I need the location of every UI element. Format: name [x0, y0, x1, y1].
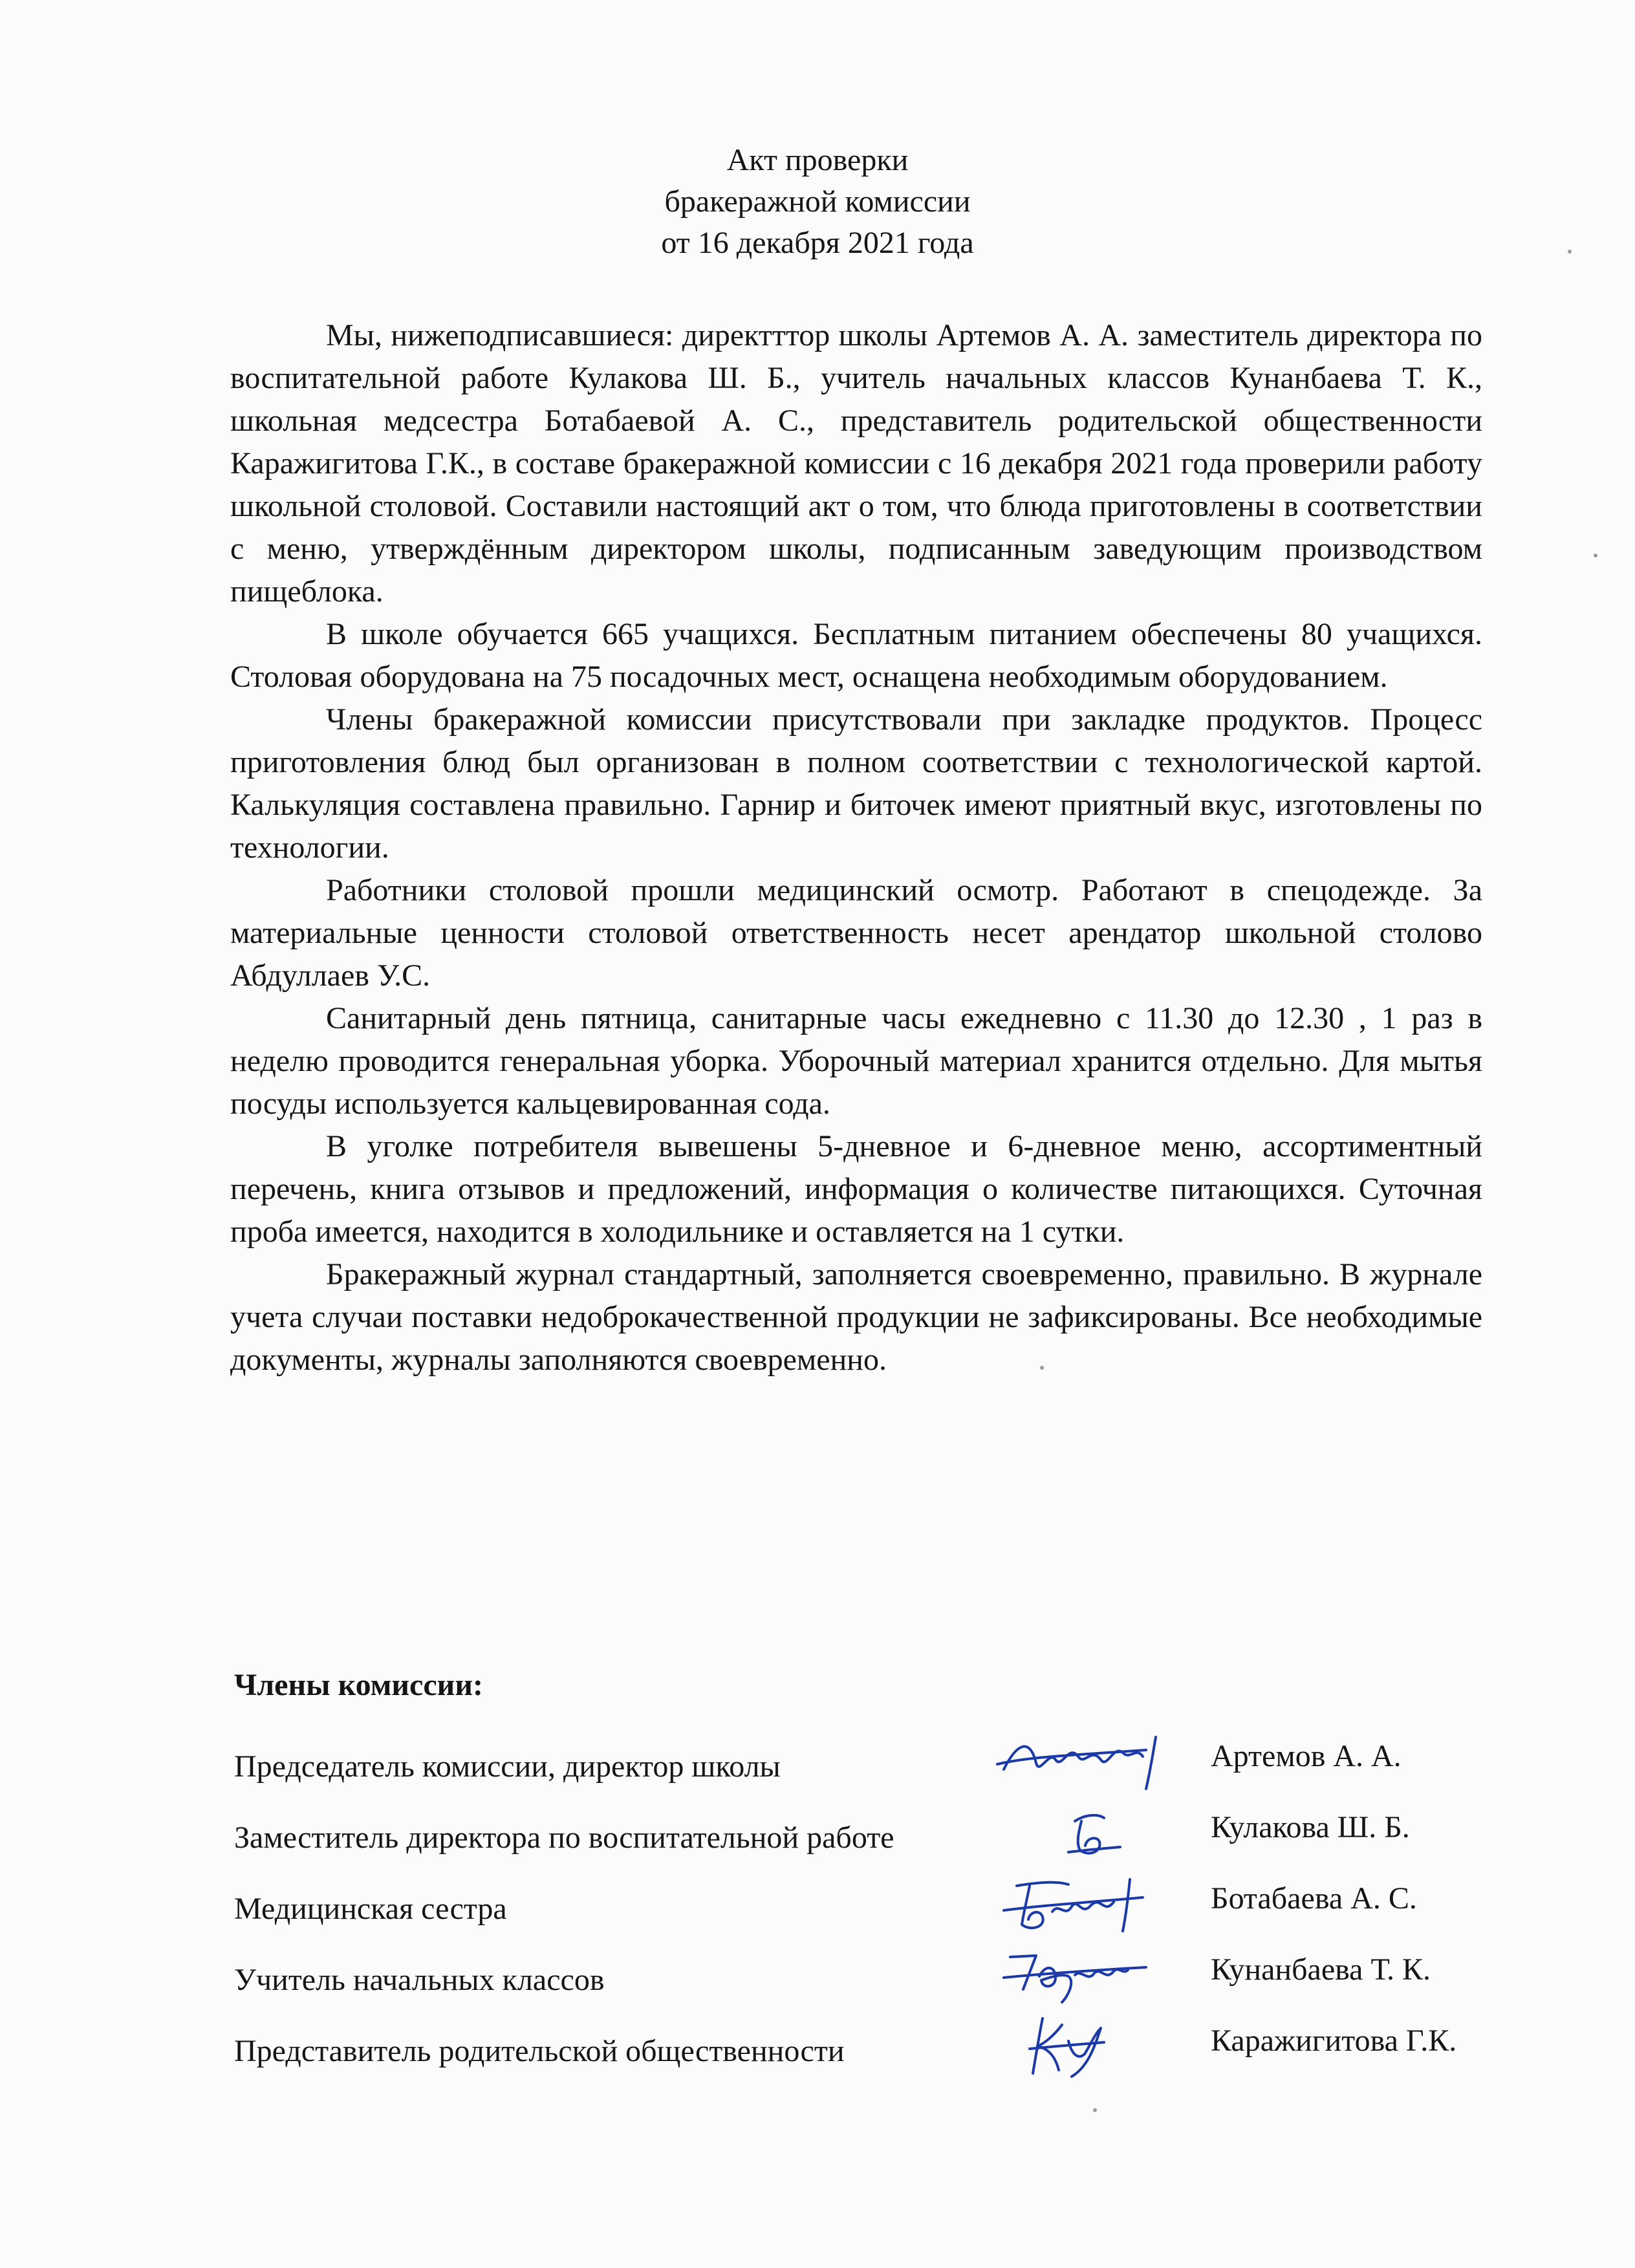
signature-name: Артемов А. А.: [1211, 1739, 1402, 1773]
signature-row-teacher: [234, 1938, 1560, 2009]
signature-name: Каражигитова Г.К.: [1211, 2024, 1457, 2058]
signature-row-parent-representative: [234, 2009, 1560, 2080]
title-line-1: Акт проверки: [726, 143, 909, 177]
handwritten-signature-icon: [991, 1795, 1185, 1866]
handwritten-signature-icon: [991, 2009, 1185, 2080]
handwritten-signature-icon: [991, 1724, 1185, 1795]
signature-role: Медицинская сестра: [234, 1892, 507, 1926]
signature-role: Представитель родительской общественности: [234, 2034, 845, 2068]
scan-speck: [1568, 250, 1572, 254]
paragraph-sanitary: Санитарный день пятница, санитарные часы ежедневно с 11.30 до 12.30 , 1 раз в неделю проводится генеральная уборка. Уборочный материал хранится отдельно. Для мытья посуды используется кальцевированная сода.: [230, 1001, 1482, 1121]
document-title: [0, 140, 1635, 264]
handwritten-signature-icon: [991, 1938, 1185, 2009]
signature-row-deputy: [234, 1795, 1560, 1866]
paragraph-consumer-corner: В уголке потребителя вывешены 5-дневное и 6-дневное меню, ассортиментный перечень, книга отзывов и предложений, информация о количестве питающихся. Суточная проба имеется, находится в холодильнике и оставляется на 1 сутки.: [230, 1129, 1482, 1249]
signature-role: Учитель начальных классов: [234, 1963, 605, 1997]
paragraph-students: В школе обучается 665 учащихся. Бесплатным питанием обеспечены 80 учащихся. Столовая оборудована на 75 посадочных мест, оснащена необходимым оборудованием.: [230, 617, 1482, 694]
paragraph-cooking: Члены бракеражной комиссии присутствовали при закладке продуктов. Процесс приготовления блюд был организован в полном соответствии с технологической картой. Калькуляция составлена правильно. Гарнир и биточек имеют приятный вкус, изготовлены по технологии.: [230, 702, 1482, 865]
signature-role: Председатель комиссии, директор школы: [234, 1749, 781, 1784]
scan-speck: [1093, 2108, 1097, 2112]
scan-speck: [1040, 1366, 1044, 1370]
scan-speck: [1594, 554, 1597, 557]
signature-row-chairman: [234, 1724, 1560, 1795]
document-body: [230, 314, 1482, 1381]
signature-name: Кунанбаева Т. К.: [1211, 1952, 1431, 1987]
paragraph-journal: Бракеражный журнал стандартный, заполняется своевременно, правильно. В журнале учета случаи поставки недоброкачественной продукции не зафиксированы. Все необходимые документы, журналы заполняются своевременно.: [230, 1257, 1482, 1377]
title-line-2: бракеражной комиссии: [664, 184, 971, 219]
signature-name: Ботабаева А. С.: [1211, 1881, 1417, 1916]
signature-row-nurse: [234, 1866, 1560, 1938]
members-heading: Члены комиссии:: [234, 1668, 483, 1702]
paragraph-staff: Работники столовой прошли медицинский осмотр. Работают в спецодежде. За материальные ценности столовой ответственность несет арендатор школьной столово Абдуллаев У.С.: [230, 873, 1482, 993]
paragraph-commission: Мы, нижеподписавшиеся: директттор школы Артемов А. А. заместитель директора по воспитательной работе Кулакова Ш. Б., учитель начальных классов Кунанбаева Т. К., школьная медсестра Ботабаевой А. С., представитель родительской общественности Каражигитова Г.К., в составе бракеражной комиссии с 16 декабря 2021 года проверили работу школьной столовой. Составили настоящий акт о том, что блюда приготовлены в соответствии с меню, утверждённым директором школы, подписанным заведующим производством пищеблока.: [230, 318, 1482, 609]
handwritten-signature-icon: [991, 1866, 1185, 1938]
signature-name: Кулакова Ш. Б.: [1211, 1810, 1410, 1844]
signature-role: Заместитель директора по воспитательной работе: [234, 1820, 894, 1855]
title-line-3: от 16 декабря 2021 года: [661, 226, 974, 260]
